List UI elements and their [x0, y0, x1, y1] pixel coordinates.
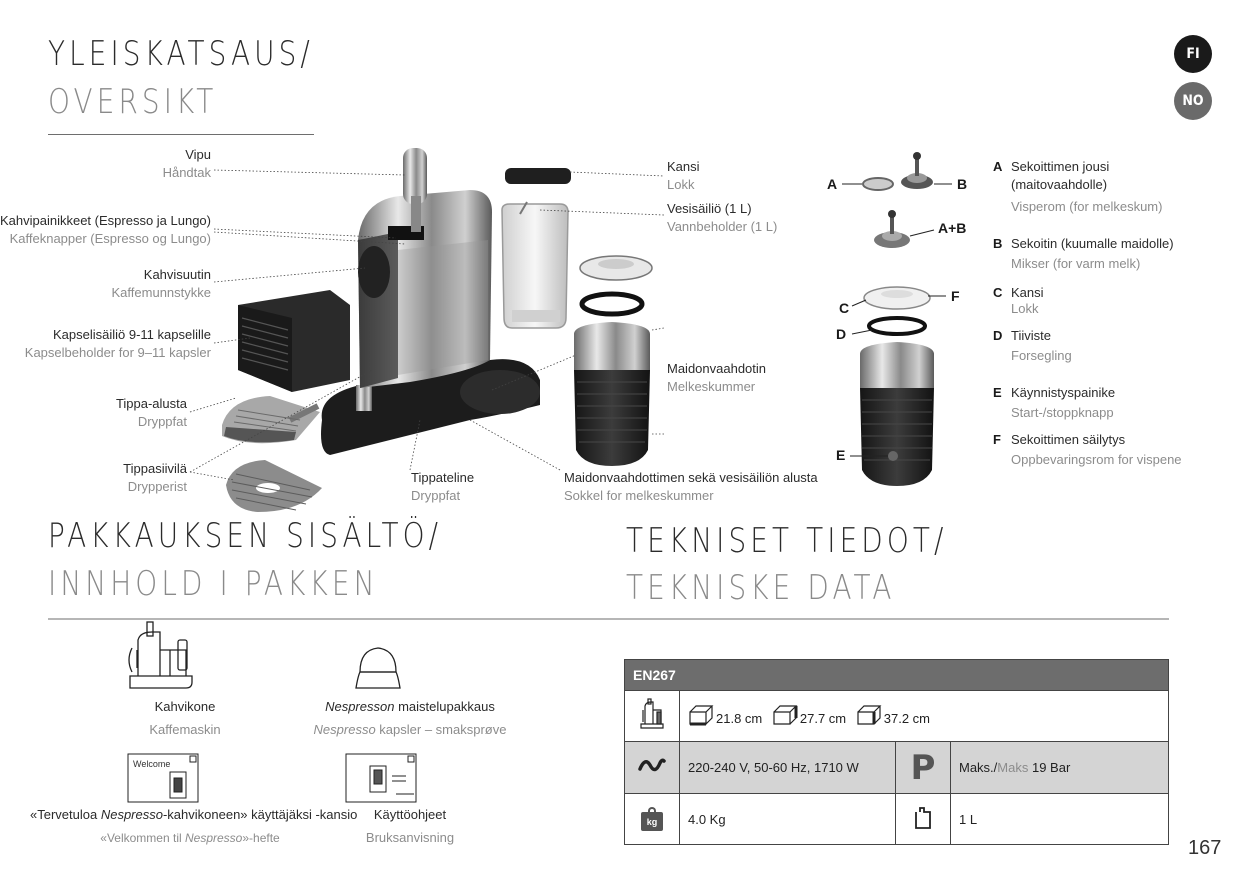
machine-body	[358, 148, 492, 388]
depth-icon	[772, 704, 798, 726]
marker-a: A	[827, 176, 838, 192]
water-tank	[502, 202, 568, 328]
package-title-no: INNHOLD I PAKKEN	[48, 564, 379, 604]
label-coffee-buttons: Kahvipainikkeet (Espresso ja Lungo) Kaffeknapper (Espresso og Lungo)	[0, 213, 211, 246]
capacity-icon	[896, 794, 951, 845]
overview-title-no: OVERSIKT	[48, 82, 218, 122]
dimensions-cell: 21.8 cm 27.7 cm 37.2 cm	[680, 691, 1169, 742]
package-machine-icon	[129, 622, 192, 688]
package-capsule-icon	[356, 648, 400, 688]
label-coffee-outlet: Kahvisuutin Kaffemunnstykke	[111, 267, 211, 300]
language-badge-fi[interactable]: FI	[1174, 35, 1212, 73]
specs-table	[624, 659, 1169, 845]
label-water-tank: Vesisäiliö (1 L) Vannbeholder (1 L)	[667, 201, 778, 234]
weight-value: 4.0 Kg	[680, 794, 896, 845]
package-item-welcome: «Tervetuloa Nespresso-kahvikoneen» käyttäjäksi -kansio «Velkommen til Nespresso»-hefte	[30, 807, 358, 845]
package-title-fi: PAKKAUKSEN SISÄLTÖ/	[48, 516, 443, 556]
capacity-value: 1 L	[951, 794, 1169, 845]
milk-frother	[574, 322, 650, 466]
page-number: 167	[1188, 837, 1222, 859]
marker-e: E	[836, 447, 846, 463]
package-item-machine: Kahvikone Kaffemaskin	[149, 699, 221, 737]
package-item-manual: Käyttöohjeet Bruksanvisning	[365, 807, 455, 845]
specs-title-no: TEKNISKE DATA	[626, 568, 896, 608]
machine-size-icon	[625, 691, 680, 742]
width-icon	[688, 704, 714, 726]
marker-a-plus-b: A+B	[938, 220, 967, 236]
frother-parts-illustration	[842, 152, 952, 486]
power-value: 220-240 V, 50-60 Hz, 1710 W	[680, 742, 896, 794]
label-capsule-container: Kapselisäiliö 9-11 kapselille Kapselbeholder for 9–11 kapsler	[24, 327, 211, 360]
frother-lid	[580, 256, 652, 280]
weight-icon: kg	[625, 794, 680, 845]
specs-standard: EN267	[625, 660, 1169, 691]
label-lid: Kansi Lokk	[667, 159, 700, 192]
language-badge-no[interactable]: NO	[1174, 82, 1212, 120]
label-frother-base: Maidonvaahdottimen sekä vesisäiliön alusta Sokkel for melkeskummer	[564, 470, 818, 503]
water-tank-lid	[505, 168, 571, 184]
overview-title-fi: YLEISKATSAUS/	[48, 34, 314, 74]
pressure-icon: P	[896, 742, 951, 794]
label-milk-frother: Maidonvaahdotin Melkeskummer	[667, 361, 767, 394]
marker-d: D	[836, 326, 847, 342]
package-item-capsules: Nespresson maistelupakkaus Nespresso kapsler – smaksprøve	[313, 699, 507, 737]
pressure-value: Maks./Maks 19 Bar	[951, 742, 1169, 794]
label-drip-tray-support: Tippateline Dryppfat	[411, 470, 475, 503]
marker-c: C	[839, 300, 850, 316]
marker-b: B	[957, 176, 968, 192]
drip-tray	[222, 396, 320, 443]
label-lever: Vipu Håndtak	[162, 147, 211, 180]
drip-grid	[226, 460, 322, 512]
specs-title-fi: TEKNISET TIEDOT/	[626, 521, 948, 561]
capsule-container	[238, 290, 350, 392]
booklet-welcome-text: Welcome	[133, 759, 171, 769]
frother-seal	[582, 294, 642, 314]
label-drip-tray: Tippa-alusta Dryppfat	[115, 396, 187, 429]
marker-f: F	[951, 288, 960, 304]
power-icon	[625, 742, 680, 794]
package-user-manual	[346, 754, 416, 802]
height-icon	[856, 704, 882, 726]
label-drip-grid: Tippasiivilä Drypperist	[123, 461, 187, 494]
